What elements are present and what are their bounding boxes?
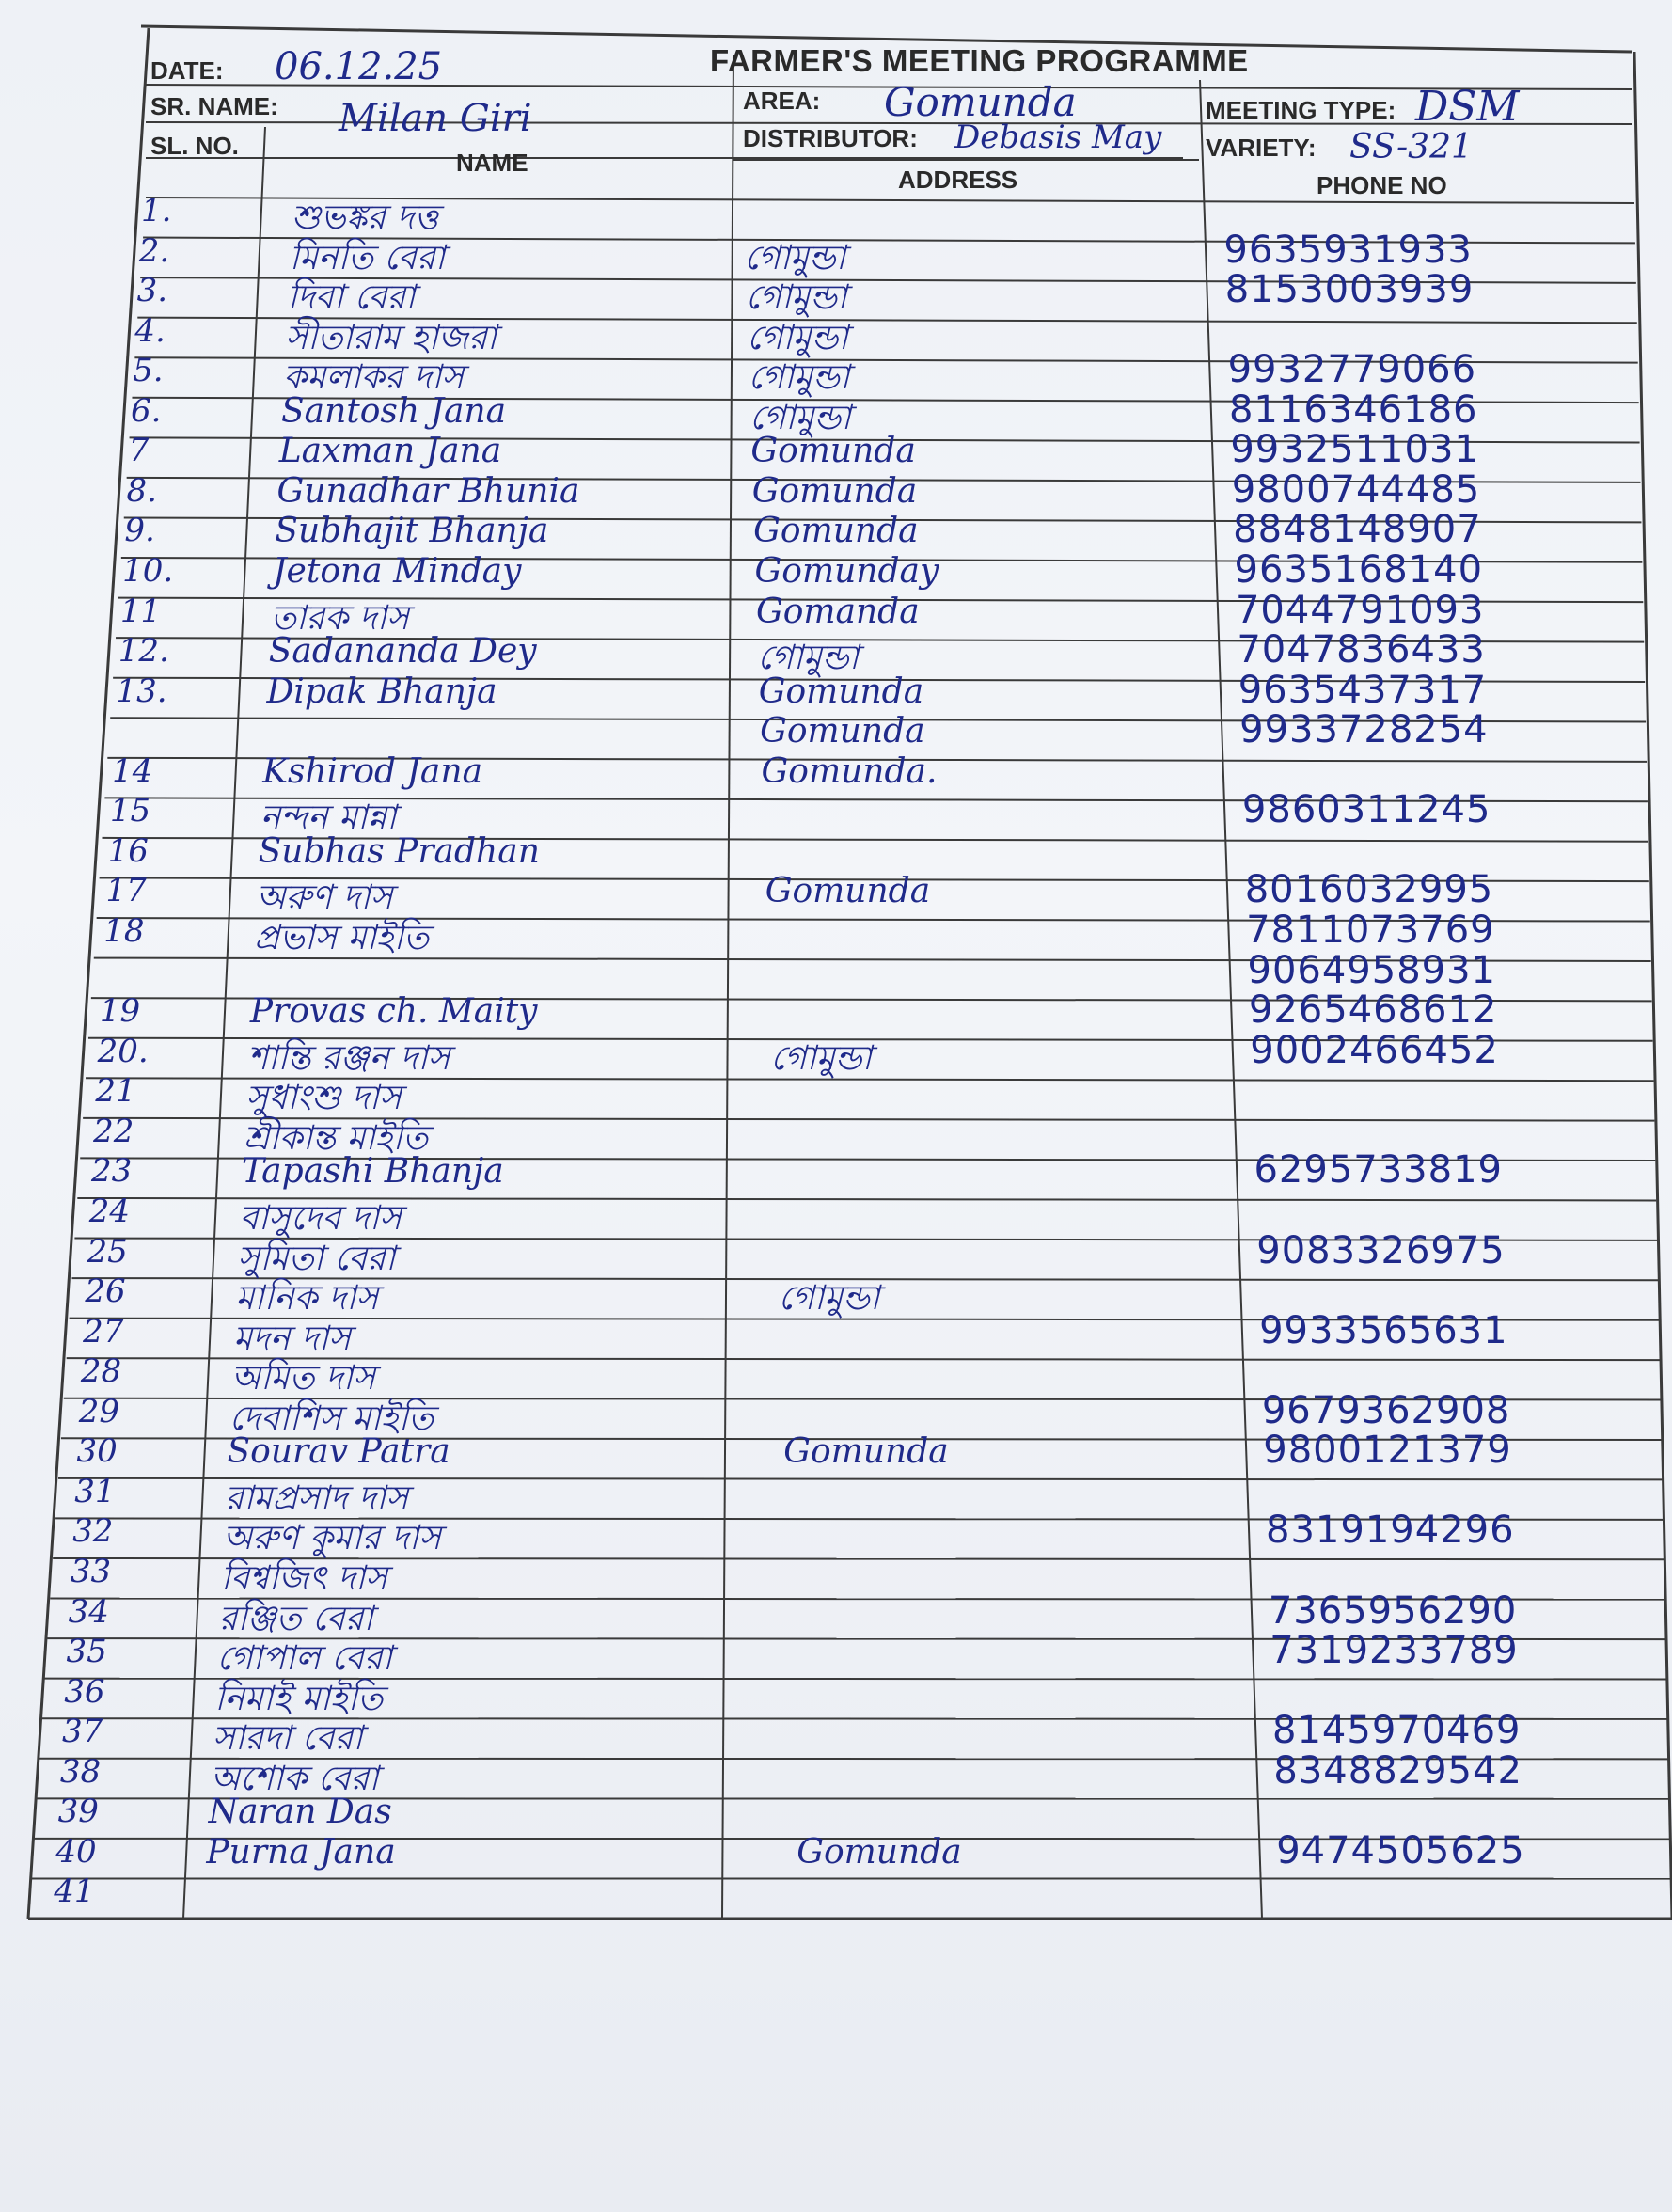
row-name: মিনতি বেরা [289, 238, 446, 277]
row-name: Tapashi Bhanja [241, 1152, 504, 1192]
row-phone-number: 8016032995 [1244, 868, 1494, 912]
row-address: Gomunda [783, 1432, 949, 1472]
row-address: Gomunda [797, 1832, 962, 1872]
sr-name-value: Milan Giri [339, 97, 532, 140]
row-name: সুধাংশু দাস [245, 1079, 402, 1118]
row-name: অমিত দাস [230, 1359, 375, 1398]
row-name: রঞ্জিত বেরা [218, 1599, 373, 1638]
row-name: Purna Jana [206, 1832, 396, 1872]
row-serial-number: 10. [122, 552, 174, 591]
row-name: কমলাকর দাস [283, 358, 465, 398]
row-serial-number: 33 [70, 1552, 112, 1590]
row-serial-number: 31 [74, 1472, 116, 1510]
row-address: Gomunday [754, 552, 939, 592]
meeting-type-label: MEETING TYPE: [1206, 96, 1396, 124]
row-serial-number: 41 [54, 1872, 95, 1911]
row-phone-number: 9635437317 [1238, 668, 1488, 712]
row-phone-number: 9083326975 [1256, 1228, 1506, 1272]
row-serial-number: 19 [99, 992, 141, 1031]
row-address: Gomunda [758, 672, 924, 711]
row-name: Laxman Jana [278, 432, 502, 471]
row-phone-number: 9860311245 [1241, 788, 1491, 832]
sr-name-label: SR. NAME: [150, 92, 278, 120]
row-address: গোমুন্ডা [749, 398, 851, 437]
row-serial-number: 29 [78, 1392, 119, 1430]
row-name: বিশ্বজিৎ দাস [220, 1558, 388, 1598]
row-serial-number: 16 [107, 831, 149, 870]
row-phone-number: 9933565631 [1259, 1308, 1508, 1352]
row-serial-number: 26 [85, 1272, 126, 1311]
row-phone-number: 9933728254 [1239, 708, 1489, 752]
row-serial-number: 39 [57, 1793, 99, 1831]
row-phone-number: 9932511031 [1230, 428, 1479, 472]
row-serial-number: 22 [93, 1112, 134, 1150]
row-name: Gunadhar Bhunia [276, 471, 580, 511]
meeting-type-value: DSM [1415, 83, 1520, 131]
row-name: দেবাশিস মাইতি [229, 1398, 434, 1438]
row-serial-number: 40 [55, 1832, 97, 1871]
row-phone-number: 9002466452 [1250, 1028, 1499, 1072]
row-name: মদন দাস [233, 1319, 352, 1358]
row-serial-number: 37 [62, 1713, 103, 1751]
row-serial-number: 36 [64, 1672, 105, 1711]
row-name: Sourav Patra [227, 1432, 450, 1472]
row-serial-number: 28 [80, 1352, 122, 1391]
row-name: অরুণ দাস [256, 878, 393, 918]
row-serial-number: 5. [133, 352, 164, 390]
row-name: সীতারাম হাজরা [285, 318, 497, 357]
row-serial-number: 6. [130, 391, 162, 430]
row-serial-number: 27 [83, 1312, 124, 1351]
row-phone-number: 8319194296 [1266, 1509, 1515, 1553]
row-address: গোমুন্ডা [745, 278, 847, 318]
row-phone-number: 8153003939 [1224, 268, 1475, 312]
row-phone-number: 8348829542 [1273, 1748, 1522, 1793]
row-serial-number: 23 [90, 1152, 133, 1191]
row-phone-number: 8116346186 [1228, 387, 1478, 432]
row-address: Gomunda [765, 872, 931, 911]
row-serial-number: 21 [95, 1072, 136, 1111]
row-phone-number: 7047836433 [1237, 628, 1486, 672]
row-serial-number: 32 [72, 1512, 114, 1551]
row-name: বাসুদেব দাস [239, 1198, 402, 1238]
row-phone-number: 7319233789 [1270, 1629, 1519, 1673]
page-title: FARMER'S MEETING PROGRAMME [710, 43, 1249, 78]
column-header-phone: PHONE NO [1317, 171, 1447, 199]
row-serial-number: 30 [76, 1432, 118, 1471]
row-serial-number: 20. [97, 1032, 149, 1070]
row-phone-number: 9635931933 [1223, 228, 1473, 272]
row-name: সারদা বেরা [213, 1719, 363, 1759]
row-phone-number: 9635168140 [1234, 548, 1484, 592]
row-name: নিমাই মাইতি [214, 1679, 384, 1718]
row-phone-number: 9679362908 [1261, 1388, 1511, 1432]
row-name: সুমিতা বেরা [237, 1239, 396, 1278]
row-phone-number: 7811073769 [1246, 908, 1495, 953]
row-name: নন্দন মান্না [260, 798, 397, 838]
row-serial-number: 3. [136, 272, 168, 310]
row-address: Gomunda. [761, 751, 938, 791]
row-address: Gomunda [753, 512, 919, 551]
row-phone-number: 9474505625 [1276, 1828, 1525, 1872]
row-address: গোমুন্ডা [747, 318, 848, 357]
row-name: শ্রীকান্ত মাইতি [244, 1118, 428, 1158]
row-serial-number: 14 [112, 751, 153, 790]
row-address: Gomanda [755, 592, 920, 631]
row-serial-number: 7 [128, 432, 150, 470]
row-serial-number: 8. [126, 471, 157, 510]
row-address: গোমুন্ডা [778, 1279, 880, 1319]
column-header-name: NAME [456, 149, 528, 177]
row-serial-number: 24 [88, 1192, 131, 1230]
row-serial-number: 38 [59, 1752, 102, 1791]
area-value: Gomunda [884, 79, 1077, 125]
row-phone-number: 6295733819 [1254, 1148, 1503, 1193]
row-serial-number: 17 [105, 872, 147, 910]
row-phone-number: 9800121379 [1263, 1429, 1512, 1473]
row-phone-number: 7044791093 [1235, 588, 1485, 632]
row-serial-number: 2. [138, 231, 170, 270]
row-name: Santosh Jana [280, 391, 507, 431]
row-serial-number: 18 [103, 912, 145, 951]
row-name: Subhas Pradhan [258, 831, 540, 871]
distributor-label: DISTRIBUTOR: [743, 124, 918, 152]
row-address: গোমুন্ডা [744, 238, 846, 277]
row-address: Gomunda [750, 432, 916, 471]
row-name: Jetona Minday [273, 552, 522, 592]
row-name: দিবা বেরা [287, 278, 416, 318]
variety-value: SS-321 [1349, 128, 1473, 166]
date-label: DATE: [150, 56, 224, 85]
row-phone-number: 8848148907 [1233, 508, 1482, 552]
row-serial-number: 34 [68, 1592, 109, 1631]
row-name: Provas ch. Maity [249, 992, 538, 1032]
row-phone-number: 8145970469 [1272, 1709, 1522, 1753]
row-phone-number: 7365956290 [1268, 1588, 1518, 1633]
row-address: গোমুন্ডা [770, 1038, 873, 1078]
row-name: Naran Das [208, 1793, 392, 1832]
column-header-address: ADDRESS [898, 166, 1018, 194]
row-address: গোমুন্ডা [757, 639, 860, 678]
row-name: শান্তি রঞ্জন দাস [247, 1038, 450, 1078]
row-serial-number: 1. [141, 192, 172, 229]
row-phone-number: 9265468612 [1248, 988, 1498, 1033]
row-serial-number: 25 [87, 1232, 128, 1271]
row-phone-number: 9064958931 [1247, 948, 1496, 992]
row-name: গোপাল বেরা [216, 1639, 393, 1679]
date-value: 06.12.25 [275, 45, 443, 88]
row-serial-number: 15 [109, 792, 151, 830]
area-label: AREA: [743, 87, 821, 115]
distributor-value: Debasis May [954, 118, 1162, 156]
row-name: Kshirod Jana [262, 751, 483, 791]
row-serial-number: 12. [118, 632, 169, 671]
row-name: শুভঙ্কর দত্ত [292, 198, 439, 237]
row-phone-number: 9932779066 [1227, 348, 1477, 392]
row-name: প্রভাস মাইতি [254, 919, 430, 958]
row-name: Subhajit Bhanja [275, 512, 549, 551]
row-address: Gomunda [751, 471, 918, 511]
row-name: তারক দাস [270, 598, 409, 638]
row-name: Sadananda Dey [268, 632, 537, 672]
row-name: রামপ্রসাদ দাস [225, 1478, 409, 1518]
row-name: Dipak Bhanja [266, 672, 497, 711]
row-serial-number: 13. [116, 672, 167, 710]
variety-label: VARIETY: [1206, 134, 1317, 162]
row-name: অশোক বেরা [210, 1759, 379, 1798]
row-name: অরুণ কুমার দাস [223, 1519, 442, 1558]
column-header-sl-no: SL. NO. [150, 132, 239, 160]
row-serial-number: 4. [134, 311, 166, 350]
row-address: Gomunda [760, 712, 925, 751]
row-phone-number: 9800744485 [1231, 467, 1481, 512]
row-serial-number: 35 [66, 1633, 107, 1671]
row-serial-number: 11 [119, 592, 162, 630]
row-serial-number: 9. [124, 512, 155, 550]
row-name: মানিক দাস [235, 1279, 379, 1319]
row-address: গোমুন্ডা [748, 358, 850, 398]
